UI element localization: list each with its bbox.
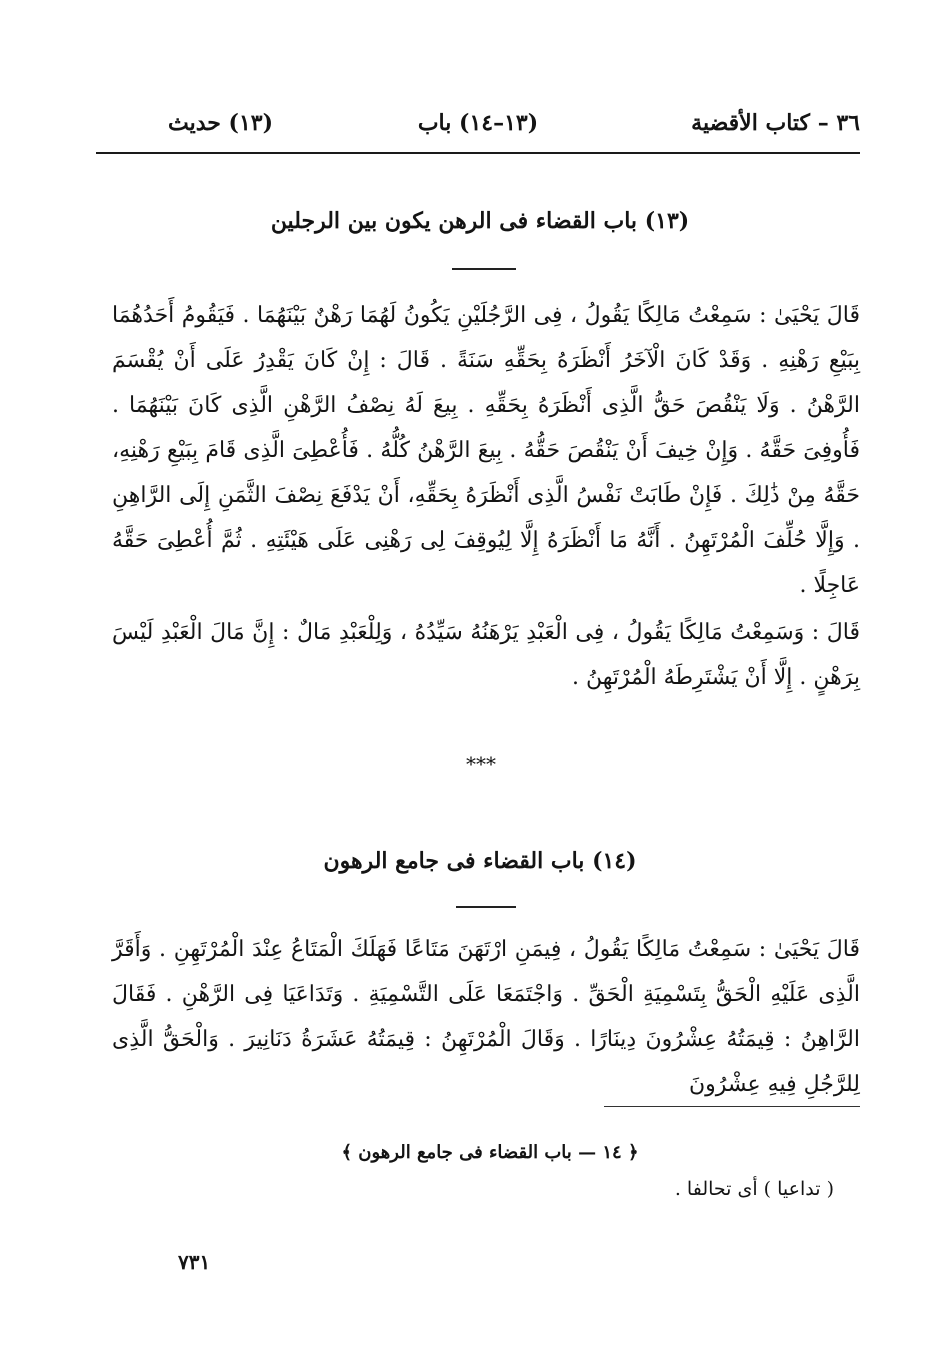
- footnote-divider: [604, 1106, 860, 1107]
- header-divider: [96, 152, 860, 154]
- footnote-text: ( تداعيا ) أى تحالفا .: [674, 1178, 834, 1200]
- section-ornament: * * *: [466, 752, 494, 776]
- footnote-title: ﴿ ١٤ — باب القضاء فى جامع الرهون ﴾: [341, 1142, 639, 1163]
- chapter-13-heading: (١٣) باب القضاء فى الرهن يكون بين الرجلين: [270, 208, 690, 234]
- hadith-number: (١٣) حديث: [168, 110, 274, 136]
- paragraph: قَالَ يَحْيَىٰ : سَمِعْتُ مَالِكًا يَقُولُ ، فِى الرَّجُلَيْنِ يَكُونُ لَهُمَا رَهْنٌ بَيْنَهُمَا . فَيَقُومُ أَحَدُهُمَا بِبَيْعِ رَهْنِهِ . وَقَدْ كَانَ الْآخَرُ أَنْظَرَهُ بِحَقِّهِ سَنَةً . قَالَ : إِنْ كَانَ يَقْدِرُ عَلَى أَنْ يُقْسَمَ الرَّهْنُ . وَلَا يَنْقُصَ حَقُّ الَّذِى أَنْظَرَهُ بِحَقِّهِ . بِيعَ لَهُ نِصْفُ الرَّهْنِ الَّذِى كَانَ بَيْنَهُمَا . فَأُوفِىَ حَقَّهُ . وَإِنْ خِيفَ أَنْ يَنْقُصَ حَقُّهُ . بِيعَ الرَّهْنُ كُلُّهُ . فَأُعْطِىَ الَّذِى قَامَ بِبَيْعِ رَهْنِهِ، حَقَّهُ مِنْ ذَٰلِكَ . فَإِنْ طَابَتْ نَفْسُ الَّذِى أَنْظَرَهُ بِحَقِّهِ، أَنْ يَدْفَعَ نِصْفَ الثَّمَنِ إِلَى الرَّاهِنِ . وَإِلَّا حُلِّفَ الْمُرْتَهِنُ . أَنَّهُ مَا أَنْظَرَهُ إِلَّا لِيُوقِفَ لِى رَهْنِى عَلَى هَيْئَتِهِ . ثُمَّ أُعْطِىَ حَقَّهُ عَاجِلًا .: [112, 303, 861, 598]
- chapter-14-heading: (١٤) باب القضاء فى جامع الرهون: [323, 848, 637, 874]
- chapter-13-body: [112, 293, 860, 700]
- chapter-range: (١٣–١٤) باب: [417, 110, 539, 136]
- paragraph: قَالَ : وَسَمِعْتُ مَالِكًا يَقُولُ ، فِى الْعَبْدِ يَرْهَنُهُ سَيِّدُهُ ، وَلِلْعَبْدِ مَالٌ : إِنَّ مَالَ الْعَبْدِ لَيْسَ بِرَهْنٍ . إِلَّا أَنْ يَشْتَرِطَهُ الْمُرْتَهِنُ .: [112, 620, 860, 690]
- page-number: ٧٣١: [178, 1250, 211, 1274]
- book-chapter-title: ٣٦ – كتاب الأقضية: [691, 110, 860, 136]
- heading-divider: [456, 906, 516, 908]
- heading-divider: [452, 268, 516, 270]
- paragraph: قَالَ يَحْيَىٰ : سَمِعْتُ مَالِكًا يَقُولُ ، فِيمَنِ ارْتَهَنَ مَتَاعًا فَهَلَكَ الْمَتَاعُ عِنْدَ الْمُرْتَهِنِ . وَأَقَرَّ الَّذِى عَلَيْهِ الْحَقُّ بِتَسْمِيَةِ الْحَقِّ . وَاجْتَمَعَا عَلَى التَّسْمِيَةِ . وَتَدَاعَيَا فِى الرَّهْنِ . فَقَالَ الرَّاهِنُ : قِيمَتُهُ عِشْرُونَ دِينَارًا . وَقَالَ الْمُرْتَهِنُ : قِيمَتُهُ عَشَرَةُ دَنَانِيرَ . وَالْحَقُّ الَّذِى لِلرَّجُلِ فِيهِ عِشْرُونَ: [112, 937, 860, 1097]
- running-head: [96, 110, 860, 150]
- chapter-14-body: [112, 927, 860, 1107]
